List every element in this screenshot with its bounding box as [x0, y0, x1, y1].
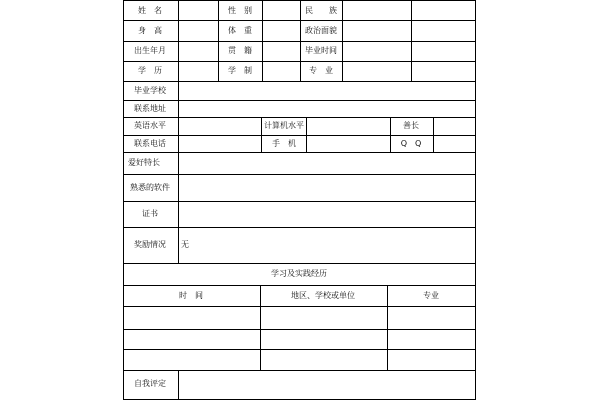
label-height: 身 高: [138, 26, 162, 35]
certificate-input-cell[interactable]: [179, 202, 475, 227]
experience-time-cell[interactable]: [124, 330, 260, 349]
label-qq: Q Q: [400, 139, 422, 148]
mobile-input-cell[interactable]: [307, 136, 390, 152]
label-weight: 体 重: [228, 26, 252, 35]
awards-input-cell[interactable]: [179, 228, 475, 263]
experience-major-cell[interactable]: [388, 307, 475, 329]
label-birth-date: 出生年月: [134, 46, 166, 55]
awards-value: 无: [181, 240, 189, 249]
label-graduated-school: 毕业学校: [134, 86, 166, 95]
experience-major-cell[interactable]: [388, 350, 475, 370]
graduation-time-input-cell[interactable]: [343, 42, 411, 61]
label-education: 学 历: [138, 66, 162, 75]
contact-address-input-cell[interactable]: [179, 101, 475, 117]
education-input-cell[interactable]: [179, 62, 218, 81]
label-computer-level: 计算机水平: [264, 121, 304, 130]
label-ethnicity: 民 族: [305, 6, 337, 15]
label-mobile: 手 机: [272, 139, 296, 148]
qq-input-cell[interactable]: [434, 136, 475, 152]
section-title-experience: 学习及实践经历: [271, 269, 327, 278]
label-schooling-years: 学 制: [228, 66, 252, 75]
major-input-cell[interactable]: [343, 62, 411, 81]
label-certificate: 证书: [142, 209, 158, 218]
weight-input-cell[interactable]: [263, 21, 300, 41]
label-specialty: 善长: [403, 121, 419, 130]
height-input-cell[interactable]: [179, 21, 218, 41]
gender-input-cell[interactable]: [263, 1, 300, 20]
schooling-input-cell[interactable]: [263, 62, 300, 81]
self-evaluation-input-cell[interactable]: [179, 371, 475, 399]
label-familiar-software: 熟悉的软件: [130, 183, 170, 192]
label-name: 姓 名: [138, 6, 162, 15]
familiar-software-input-cell[interactable]: [179, 175, 475, 201]
column-header-organization: 地区、学校或单位: [291, 291, 355, 300]
ethnicity-input-cell[interactable]: [343, 1, 411, 20]
experience-major-cell[interactable]: [388, 330, 475, 349]
graduated-school-input-cell[interactable]: [179, 82, 475, 100]
label-contact-address: 联系地址: [134, 104, 166, 113]
label-awards: 奖励情况: [134, 240, 166, 249]
contact-phone-input-cell[interactable]: [179, 136, 261, 152]
label-political-status: 政治面貌: [305, 26, 337, 35]
birth-date-input-cell[interactable]: [179, 42, 218, 61]
label-native-place: 贯 籍: [228, 46, 252, 55]
label-english-level: 英语水平: [134, 121, 166, 130]
experience-organization-cell[interactable]: [261, 307, 387, 329]
english-level-input-cell[interactable]: [179, 118, 261, 135]
column-header-time: 时 间: [179, 291, 203, 300]
experience-time-cell[interactable]: [124, 350, 260, 370]
column-header-major: 专业: [423, 291, 439, 300]
experience-time-cell[interactable]: [124, 307, 260, 329]
experience-organization-cell[interactable]: [261, 330, 387, 349]
label-major: 专 业: [309, 66, 333, 75]
specialty-input-cell[interactable]: [434, 118, 475, 135]
native-place-input-cell[interactable]: [263, 42, 300, 61]
label-self-evaluation: 自我评定: [134, 379, 166, 388]
label-graduation-time: 毕业时间: [305, 46, 337, 55]
hobbies-input-cell[interactable]: [179, 153, 475, 174]
political-status-input-cell[interactable]: [343, 21, 411, 41]
name-input-cell[interactable]: [179, 1, 218, 20]
label-contact-phone: 联系电话: [134, 139, 166, 148]
label-hobbies: 爱好特长: [128, 158, 160, 167]
experience-organization-cell[interactable]: [261, 350, 387, 370]
computer-level-input-cell[interactable]: [307, 118, 390, 135]
photo-cell[interactable]: [412, 1, 475, 81]
label-gender: 性 别: [228, 6, 252, 15]
